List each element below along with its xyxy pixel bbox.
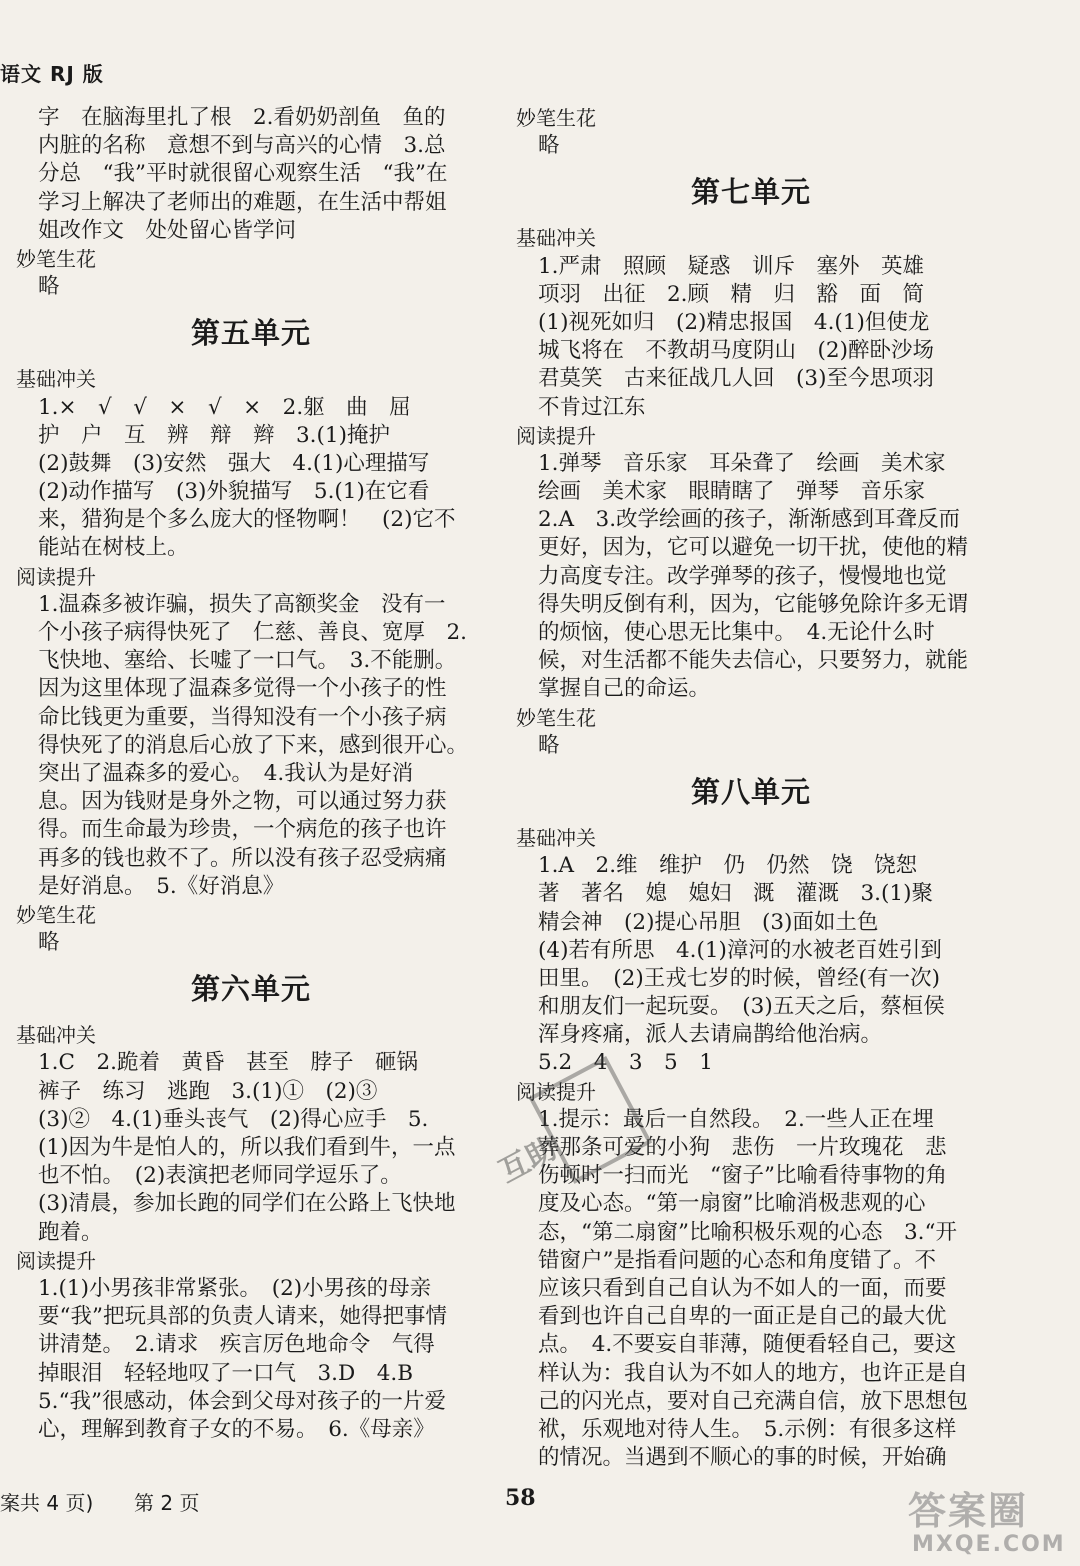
section-heading: 阅读提升 [516, 1079, 596, 1104]
answer-line: 讲清楚。 2.请求 疾言厉色地命令 气得 [38, 1332, 435, 1358]
answer-line: 5.“我”很感动，体会到父母对孩子的一片爱 [38, 1388, 446, 1414]
unit-heading: 第五单元 [190, 316, 311, 351]
answer-line: 要“我”把玩具部的负责人请来，她得把事情 [38, 1304, 447, 1330]
answer-line: 态，“第二扇窗”比喻积极乐观的心态 3.“开 [538, 1219, 957, 1245]
section-heading: 妙笔生花 [16, 902, 96, 927]
answer-line: 应该只看到自己自认为不如人的一面，而要 [538, 1275, 947, 1301]
answer-line: 学习上解决了老师出的难题，在生活中帮姐 [38, 189, 447, 215]
answer-line: (1)因为牛是怕人的，所以我们看到牛，一点 [38, 1135, 456, 1160]
answer-line: 和朋友们一起玩耍。 (3)五天之后，蔡桓侯 [538, 994, 945, 1020]
answer-line: 息。因为钱财是身外之物，可以通过努力获 [38, 789, 447, 815]
answer-line: 字 在脑海里扎了根 2.看奶奶剖鱼 鱼的 [38, 105, 446, 130]
answer-line: 分总 “我”平时就很留心观察生活 “我”在 [38, 161, 448, 187]
subject-header: 语文 RJ 版 [0, 62, 104, 86]
section-heading: 妙笔生花 [16, 246, 96, 271]
answer-line: 1.温森多被诈骗，损失了高额奖金 没有一 [38, 591, 446, 617]
section-heading: 妙笔生花 [516, 705, 596, 730]
answer-line: 内脏的名称 意想不到与高兴的心情 3.总 [38, 133, 446, 159]
answer-line: 更好，因为，它可以避免一切干扰，使他的精 [538, 535, 969, 561]
section-heading: 基础冲关 [16, 367, 96, 392]
answer-line: 1.严肃 照顾 疑惑 训斥 塞外 英雄 [538, 253, 925, 279]
right-column [516, 104, 986, 1472]
answer-line: (2)动作描写 (3)外貌描写 5.(1)在它看 [38, 479, 430, 505]
answer-line: 略 [538, 133, 560, 159]
answer-line: 葬那条可爱的小狗 悲伤 一片玫瑰花 悲 [538, 1135, 947, 1160]
answer-line: 得失明反倒有利，因为，它能够免除许多无谓 [538, 591, 969, 617]
section-heading: 基础冲关 [516, 226, 596, 251]
section-heading: 阅读提升 [516, 423, 596, 448]
answer-line: 心，理解到教育子女的不易。 6.《母亲》 [38, 1416, 435, 1442]
answer-line: 力高度专注。改学弹琴的孩子，慢慢地也觉 [538, 563, 947, 589]
section-heading: 基础冲关 [16, 1023, 96, 1048]
answer-line: 再多的钱也救不了。所以没有孩子忍受病痛 [38, 845, 447, 871]
answer-line: 能站在树枝上。 [38, 535, 189, 561]
answer-line: 田里。 (2)王戎七岁的时候，曾经(有一次) [538, 965, 940, 991]
answer-line: 跑着。 [38, 1219, 103, 1245]
answer-line: 己的闪光点，要对自己充满自信，放下思想包 [538, 1388, 969, 1414]
answer-line: 2.A 3.改学绘画的孩子，渐渐感到耳聋反而 [538, 507, 961, 533]
answer-line: 略 [38, 274, 60, 300]
answer-line: 1.C 2.跪着 黄昏 甚至 脖子 砸锅 [38, 1050, 418, 1076]
answer-line: 命比钱更为重要，当得知没有一个小孩子病 [38, 704, 447, 730]
unit-heading: 第六单元 [190, 972, 311, 1007]
answer-line: 著 著名 媳 媳妇 溉 灌溉 3.(1)聚 [538, 881, 933, 907]
answer-line: (1)视死如归 (2)精忠报国 4.(1)但使龙 [538, 309, 930, 335]
answer-line: 的烦恼，使心思无比集中。 4.无论什么时 [538, 620, 935, 645]
watermark-url: MXQE.COM [912, 1532, 1066, 1557]
answer-line: 掉眼泪 轻轻地叹了一口气 3.D 4.B [38, 1360, 414, 1386]
answer-line: 飞快地、塞给、长嘘了一口气。 3.不能删。 [38, 648, 457, 674]
answer-line: 个小孩子病得快死了 仁慈、善良、宽厚 2. [38, 620, 468, 645]
section-heading: 阅读提升 [16, 564, 96, 589]
answer-line: 不肯过江东 [538, 394, 646, 420]
section-heading: 阅读提升 [16, 1248, 96, 1273]
unit-heading: 第七单元 [690, 175, 811, 210]
answer-line: 度及心态。“第一扇窗”比喻消极悲观的心 [538, 1191, 926, 1217]
answer-line: 1.× √ √ × √ × 2.躯 曲 屈 [38, 394, 411, 420]
answer-line: 5.2 4 3 5 1 [538, 1050, 713, 1076]
answer-line: 略 [538, 732, 560, 758]
answer-line: 1.提示：最后一自然段。 2.一些人正在埋 [538, 1106, 934, 1132]
answer-line: 看到也许自己自卑的一面正是自己的最大优 [538, 1304, 947, 1330]
answer-line: 1.A 2.维 维护 仍 仍然 饶 饶恕 [538, 853, 918, 879]
answer-line: 1.弹琴 音乐家 耳朵聋了 绘画 美术家 [538, 450, 946, 476]
answer-line: 突出了温森多的爱心。 4.我认为是好消 [38, 760, 414, 786]
answer-line: (4)若有所思 4.(1)漳河的水被老百姓引到 [538, 937, 942, 963]
section-heading: 妙笔生花 [516, 106, 596, 130]
answer-line: 裤子 练习 逃跑 3.(1)① (2)③ [38, 1078, 378, 1104]
answer-line: 城飞将在 不教胡马度阴山 (2)醉卧沙场 [538, 338, 934, 364]
answer-line: 浑身疼痛，派人去请扁鹊给他治病。 [538, 1022, 883, 1048]
answer-line: 样认为：我自认为不如人的地方，也许正是自 [538, 1360, 969, 1386]
answer-line: 姐改作文 处处留心皆学问 [38, 217, 297, 243]
answer-line: 袱，乐观地对待人生。 5.示例：有很多这样 [538, 1416, 957, 1442]
answer-line: 也不怕。 (2)表演把老师同学逗乐了。 [38, 1163, 402, 1189]
answer-line: 得。而生命最为珍贵，一个病危的孩子也许 [38, 817, 447, 843]
answer-line: 来，猎狗是个多么庞大的怪物啊！ (2)它不 [38, 507, 456, 533]
answer-line: 得快死了的消息后心放了下来，感到很开心。 [38, 732, 469, 758]
answer-line: 精会神 (2)提心吊胆 (3)面如土色 [538, 909, 879, 935]
answer-line: 略 [38, 930, 60, 956]
answer-line: 项羽 出征 2.顾 精 归 豁 面 简 [538, 281, 925, 307]
answer-line: (3)② 4.(1)垂头丧气 (2)得心应手 5. [38, 1106, 429, 1132]
answer-line: 候，对生活都不能失去信心，只要努力，就能 [538, 648, 969, 674]
answer-line: 伤顿时一扫而光 “窗子”比喻看待事物的角 [538, 1163, 947, 1189]
answer-line: (2)鼓舞 (3)安然 强大 4.(1)心理描写 [38, 450, 430, 476]
answer-line: 是好消息。 5.《好消息》 [38, 873, 285, 899]
answer-line: 错窗户”是指看问题的心态和角度错了。不 [538, 1247, 936, 1273]
watermark-logo-text: 答案圈 [908, 1489, 1029, 1533]
answer-line: 点。 4.不要妄自菲薄，随便看轻自己，要这 [538, 1332, 957, 1358]
answer-line: 掌握自己的命运。 [538, 676, 711, 702]
answer-line: 1.(1)小男孩非常紧张。 (2)小男孩的母亲 [38, 1275, 432, 1301]
left-column [16, 104, 486, 1444]
page-number: 58 [505, 1485, 536, 1511]
answer-line: 护 户 互 辨 辩 辫 3.(1)掩护 [38, 422, 390, 448]
section-heading: 基础冲关 [516, 825, 596, 850]
answer-line: 的情况。当遇到不顺心的事的时候，开始确 [538, 1445, 947, 1471]
unit-heading: 第八单元 [690, 774, 811, 809]
answer-line: 绘画 美术家 眼睛瞎了 弹琴 音乐家 [538, 479, 926, 505]
answer-line: 因为这里体现了温森多觉得一个小孩子的性 [38, 676, 447, 702]
answer-line: (3)清晨，参加长跑的同学们在公路上飞快地 [38, 1191, 456, 1217]
stamp-text: 互助 [493, 1130, 563, 1190]
footer-answer-pages: 案共 4 页) [0, 1491, 94, 1515]
site-watermark [902, 1480, 1078, 1562]
footer-page-label: 第 2 页 [134, 1491, 200, 1515]
answer-line: 君莫笑 古来征战几人回 (3)至今思项羽 [538, 366, 934, 392]
